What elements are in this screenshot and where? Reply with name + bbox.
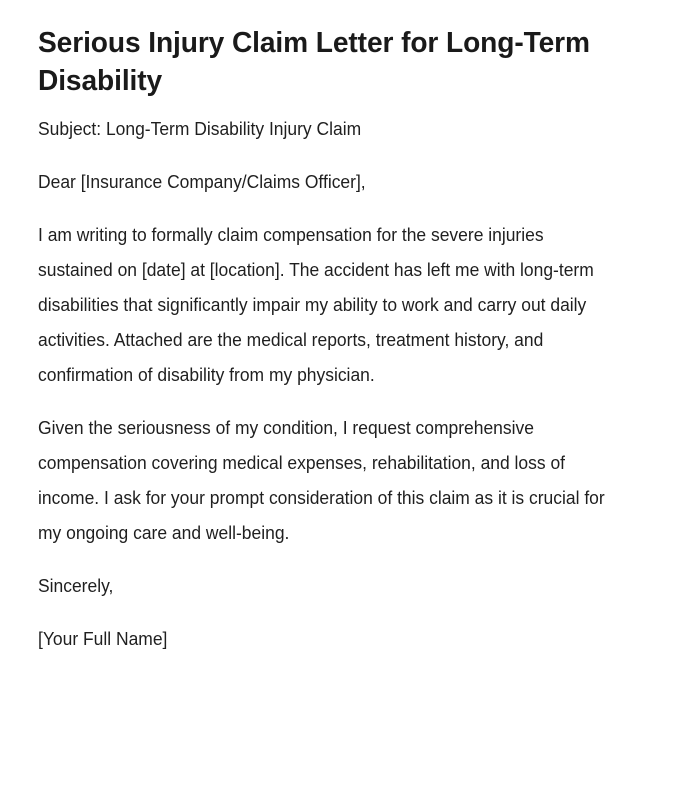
letter-subject-line: Subject: Long-Term Disability Injury Claim — [38, 119, 362, 139]
letter-signature-placeholder: [Your Full Name] — [38, 629, 168, 649]
letter-closing: Sincerely, — [38, 576, 114, 596]
letter-salutation: Dear [Insurance Company/Claims Officer], — [38, 172, 366, 192]
letter-paragraph-1: I am writing to formally claim compensation for the severe injuries sustained on [date] at [location]. The accident has left me with long-term disabilities that significantly impair my ability to work and carry out daily activities. Attached are the medical reports, treatment history, and confirmation of disability from my physician. — [38, 225, 594, 385]
letter-paragraph-2: Given the seriousness of my condition, I request comprehensive compensation covering medical expenses, rehabilitation, and loss of income. I ask for your prompt consideration of this claim as it is crucial for my ongoing care and well-being. — [38, 418, 605, 543]
letter-body — [38, 112, 628, 657]
page-title: Serious Injury Claim Letter for Long-Term Disability — [38, 27, 590, 97]
